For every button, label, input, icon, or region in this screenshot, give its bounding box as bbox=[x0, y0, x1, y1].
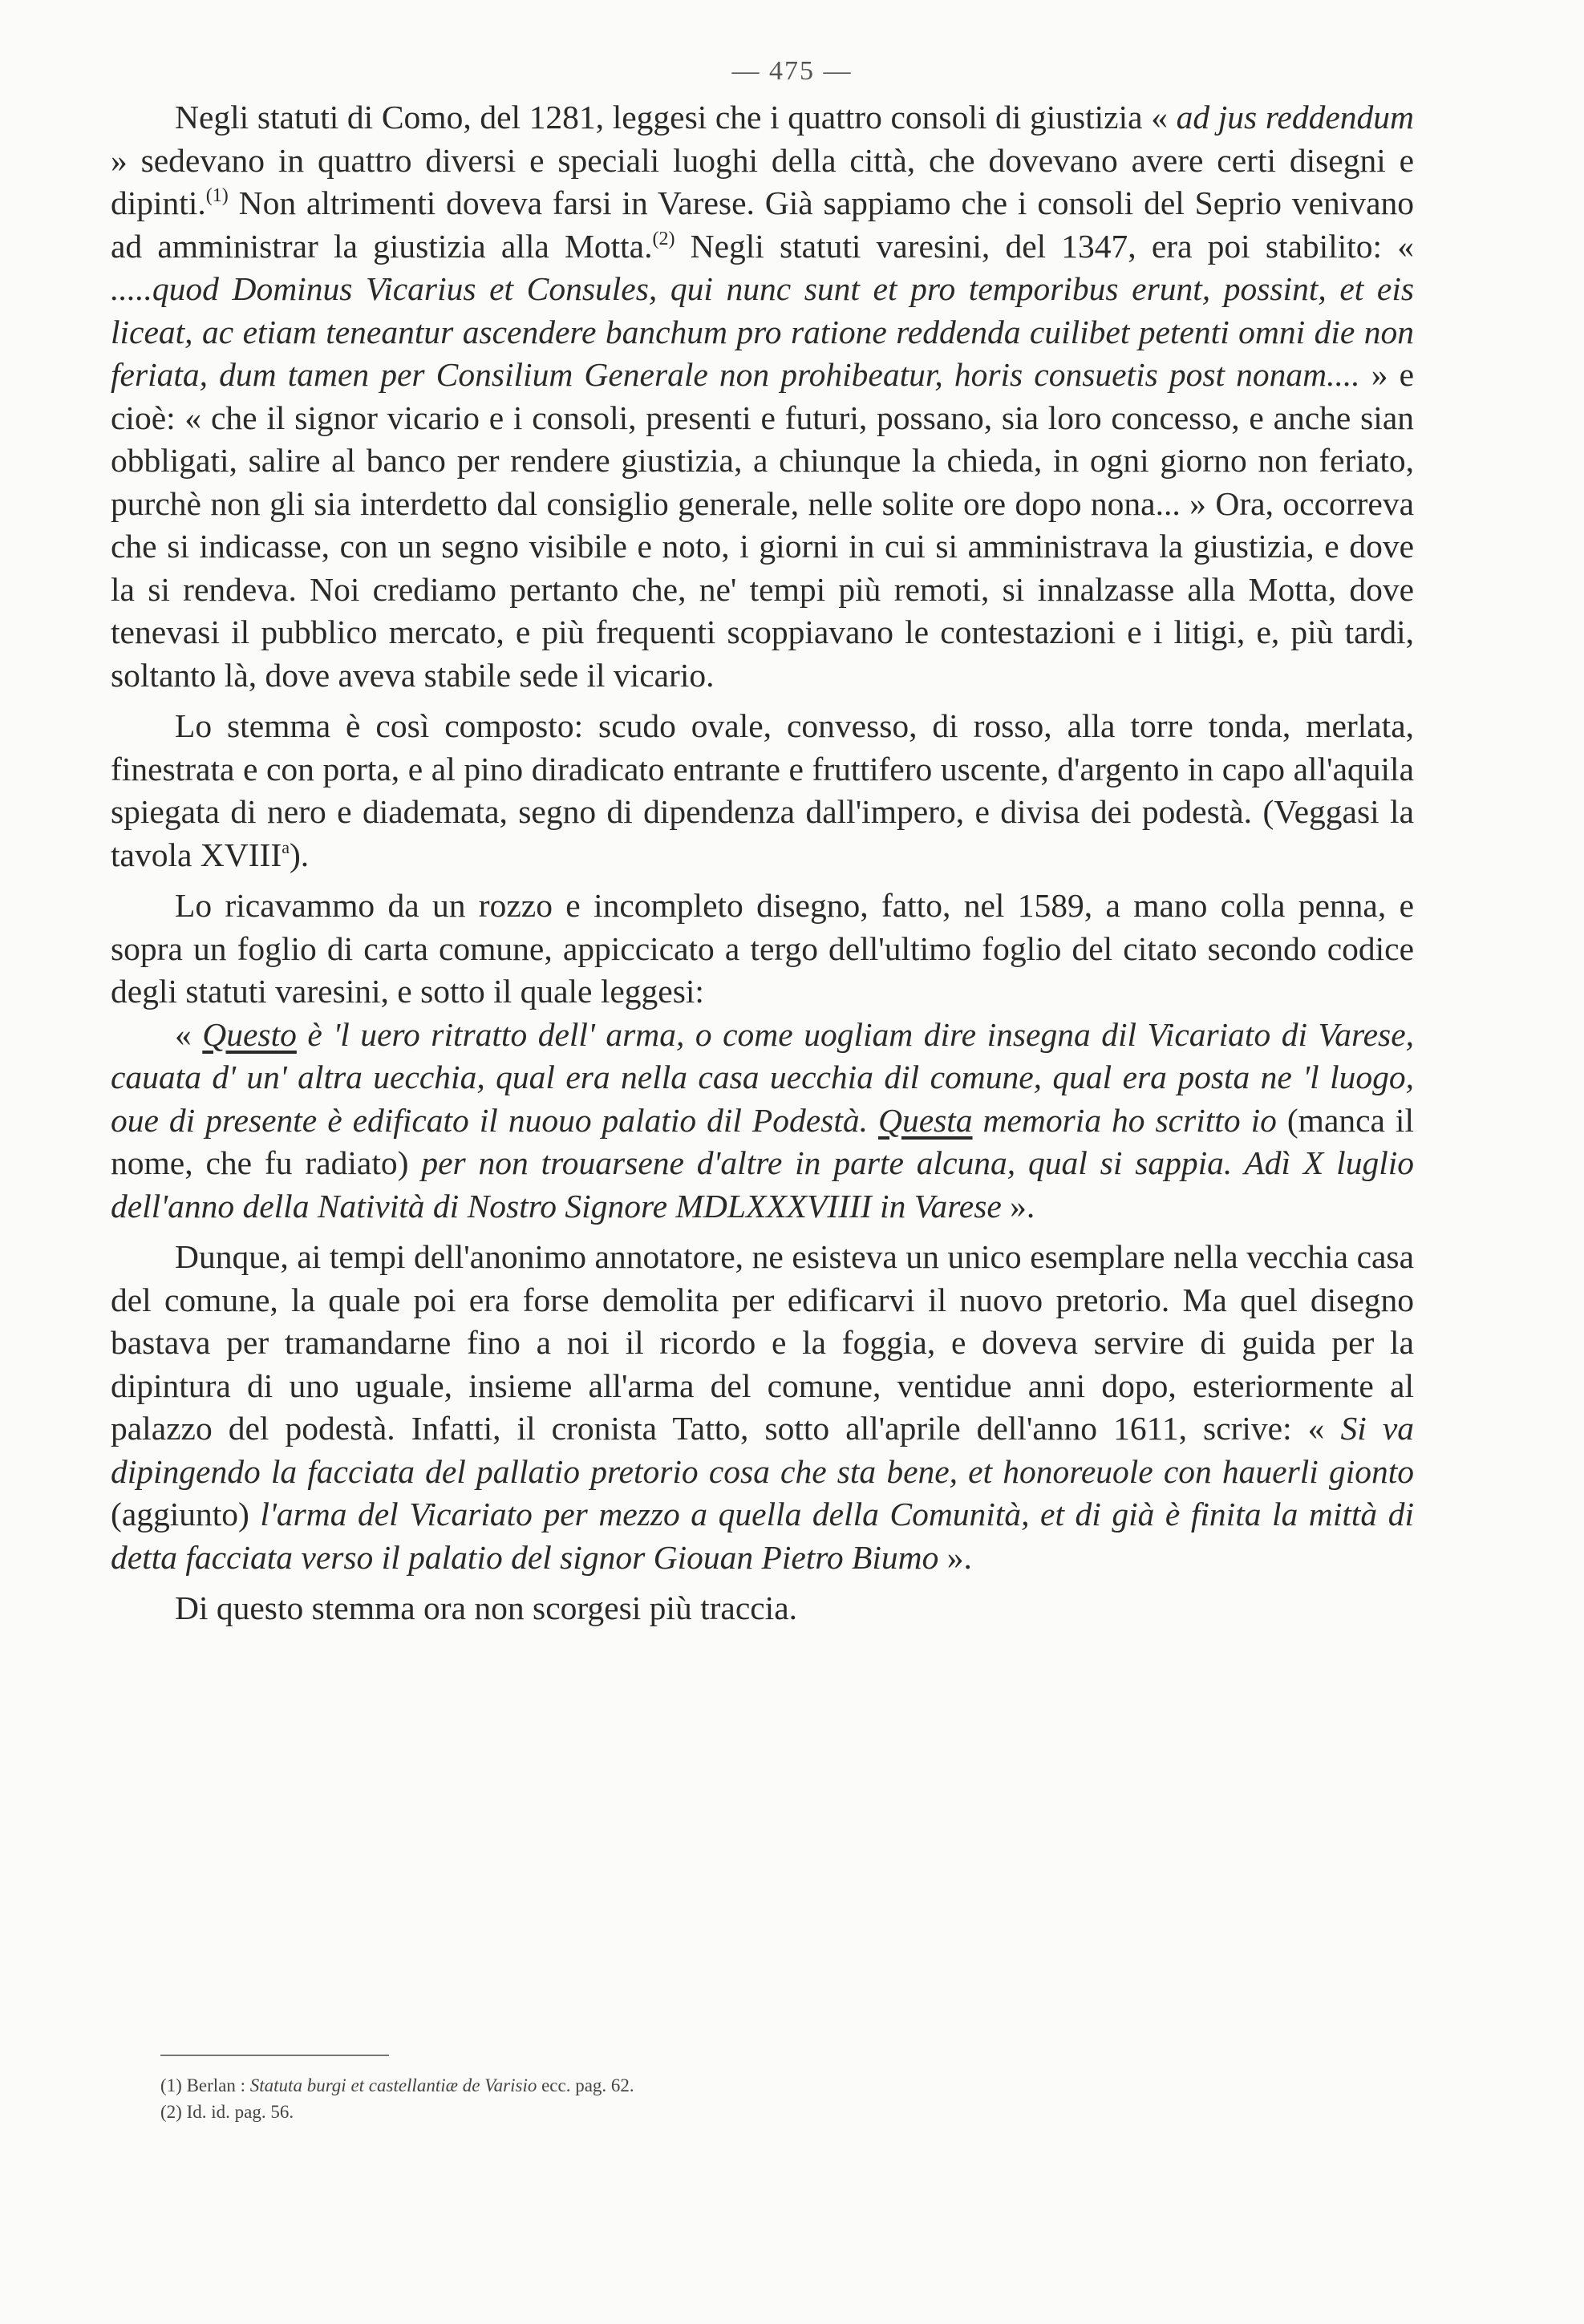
p4-italic-d: per non trouarsene d'altre in parte alcuna, qual si sappia. Adì X luglio dell'anno della Natività di Nostro Signore MDLXXXVIIII in Varese bbox=[111, 1144, 1414, 1225]
p2-superscript: a bbox=[282, 836, 290, 857]
p2-text-b: ). bbox=[289, 836, 310, 873]
p5-italic-b: Si va dipingendo la facciata del pallatio pretorio cosa che sta bene, et honoreuole con hauerli gionto bbox=[111, 1410, 1414, 1490]
paragraph-1 bbox=[111, 96, 1414, 697]
p4-open-quote: « bbox=[175, 1015, 203, 1053]
p1-latin-phrase: ad jus reddendum bbox=[1176, 99, 1414, 136]
footnote-2-text: Id. id. pag. 56. bbox=[186, 2102, 294, 2122]
paragraph-3: Lo ricavammo da un rozzo e incompleto disegno, fatto, nel 1589, a mano colla penna, e sopra un foglio di carta comune, appiccicato a tergo dell'ultimo foglio del citato secondo codice degli statuti varesini, e sotto il quale leggesi: bbox=[111, 887, 1414, 1010]
p1-text-c: » sedevano in quattro diversi e speciali luoghi della città, che dovevano avere certi disegni e dipinti. bbox=[111, 141, 1414, 221]
p1-text-e: Negli statuti varesini, del 1347, era poi stabilito: « bbox=[675, 227, 1414, 265]
paragraph-5 bbox=[111, 1236, 1414, 1579]
p5-close-quote: ». bbox=[938, 1538, 972, 1576]
p4-parenthetical: (manca il nome, che fu radiato) bbox=[111, 1101, 1414, 1181]
paragraph-4-quote bbox=[111, 1014, 1414, 1229]
footnote-1-author: Berlan : bbox=[186, 2075, 250, 2095]
p4-underlined-2: Questa bbox=[877, 1101, 973, 1139]
paragraph-6: Di questo stemma ora non scorgesi più traccia. bbox=[175, 1589, 797, 1626]
footnote-1-page: ecc. pag. 62. bbox=[537, 2075, 634, 2095]
p4-italic-a: è 'l uero ritratto dell' arma, o come uogliam dire insegna dil Vicariato di Varese, cauata d' un' altra uecchia, qual era nella casa uecchia dil comune, qual era posta ne 'l luogo, oue di presente è edificato il nuouo palatio dil Podestà. bbox=[111, 1015, 1415, 1139]
footnote-1-number: (1) bbox=[160, 2075, 187, 2095]
paragraph-2 bbox=[111, 705, 1414, 877]
p4-close-quote: ». bbox=[1001, 1187, 1035, 1225]
footnote-1 bbox=[160, 2072, 1283, 2099]
body-text bbox=[111, 96, 1414, 1630]
footnote-ref-2[interactable]: (2) bbox=[652, 228, 675, 249]
p1-latin-quote: .....quod Dominus Vicarius et Consules, qui nunc sunt et pro temporibus erunt, possint, et eis liceat, ac etiam teneantur ascendere banchum pro ratione reddenda cuilibet petenti omni die non feriata, dum tamen per Consilium Generale non prohibeatur, horis consuetis post nonam.... bbox=[111, 270, 1414, 393]
p1-text-d: Non altrimenti doveva farsi in Varese. Già sappiamo che i consoli del Seprio venivano ad amministrar la giustizia alla Motta. bbox=[111, 184, 1414, 265]
p1-text-a: Negli statuti di Como, del 1281, leggesi che i quattro consoli di giustizia « bbox=[175, 99, 1177, 136]
footnote-2-number: (2) bbox=[160, 2102, 187, 2122]
footnote-divider bbox=[160, 2055, 389, 2056]
p1-text-g: » e cioè: « che il signor vicario e i consoli, presenti e futuri, possano, sia loro concesso, e anche sian obbligati, salire al banco per rendere giustizia, a chiunque la chieda, in ogni giorno non feriato, purchè non gli sia interdetto dal consiglio generale, nelle solite ore dopo nona... » Ora, occorreva che si indicasse, con un segno visibile e noto, i giorni in cui si amministrava la giustizia, e dove la si rendeva. Noi crediamo pertanto che, ne' tempi più remoti, si innalzasse alla Motta, dove tenevasi il pubblico mercato, e più frequenti scoppiavano le contestazioni e i litigi, e, più tardi, soltanto là, dove aveva stabile sede il vicario. bbox=[111, 356, 1414, 694]
footnote-2 bbox=[160, 2099, 1283, 2125]
p4-italic-b: memoria ho scritto io bbox=[972, 1101, 1277, 1139]
p4-underlined-1: Questo bbox=[202, 1015, 297, 1053]
p2-text-a: Lo stemma è così composto: scudo ovale, convesso, di rosso, alla torre tonda, merlata, finestrata e con porta, e al pino diradicato entrante e fruttifero uscente, d'argento in capo all'aquila spiegata di nero e diademata, segno di dipendenza dall'impero, e divisa dei podestà. (Veggasi la tavola XVIII bbox=[111, 707, 1414, 873]
footnotes bbox=[160, 2072, 1283, 2125]
p5-italic-d: l'arma del Vicariato per mezzo a quella della Comunità, et di già è finita la mittà di detta facciata verso il palatio del signor Giouan Pietro Biumo bbox=[111, 1496, 1414, 1576]
p5-text-a: Dunque, ai tempi dell'anonimo annotatore, ne esisteva un unico esemplare nella vecchia casa del comune, la quale poi era forse demolita per edificarvi il nuovo pretorio. Ma quel disegno bastava per tramandarne fino a noi il ricordo e la foggia, e doveva servire di guida per la dipintura di uno uguale, insieme all'arma del comune, ventidue anni dopo, esteriormente al palazzo del podestà. Infatti, il cronista Tatto, sotto all'aprile dell'anno 1611, scrive: « bbox=[111, 1238, 1414, 1447]
footnote-ref-1[interactable]: (1) bbox=[205, 185, 229, 206]
p5-parenthetical: (aggiunto) bbox=[111, 1496, 261, 1532]
footnote-1-title: Statuta burgi et castellantiæ de Varisio bbox=[249, 2075, 537, 2095]
page-number: — 475 — bbox=[731, 56, 853, 86]
